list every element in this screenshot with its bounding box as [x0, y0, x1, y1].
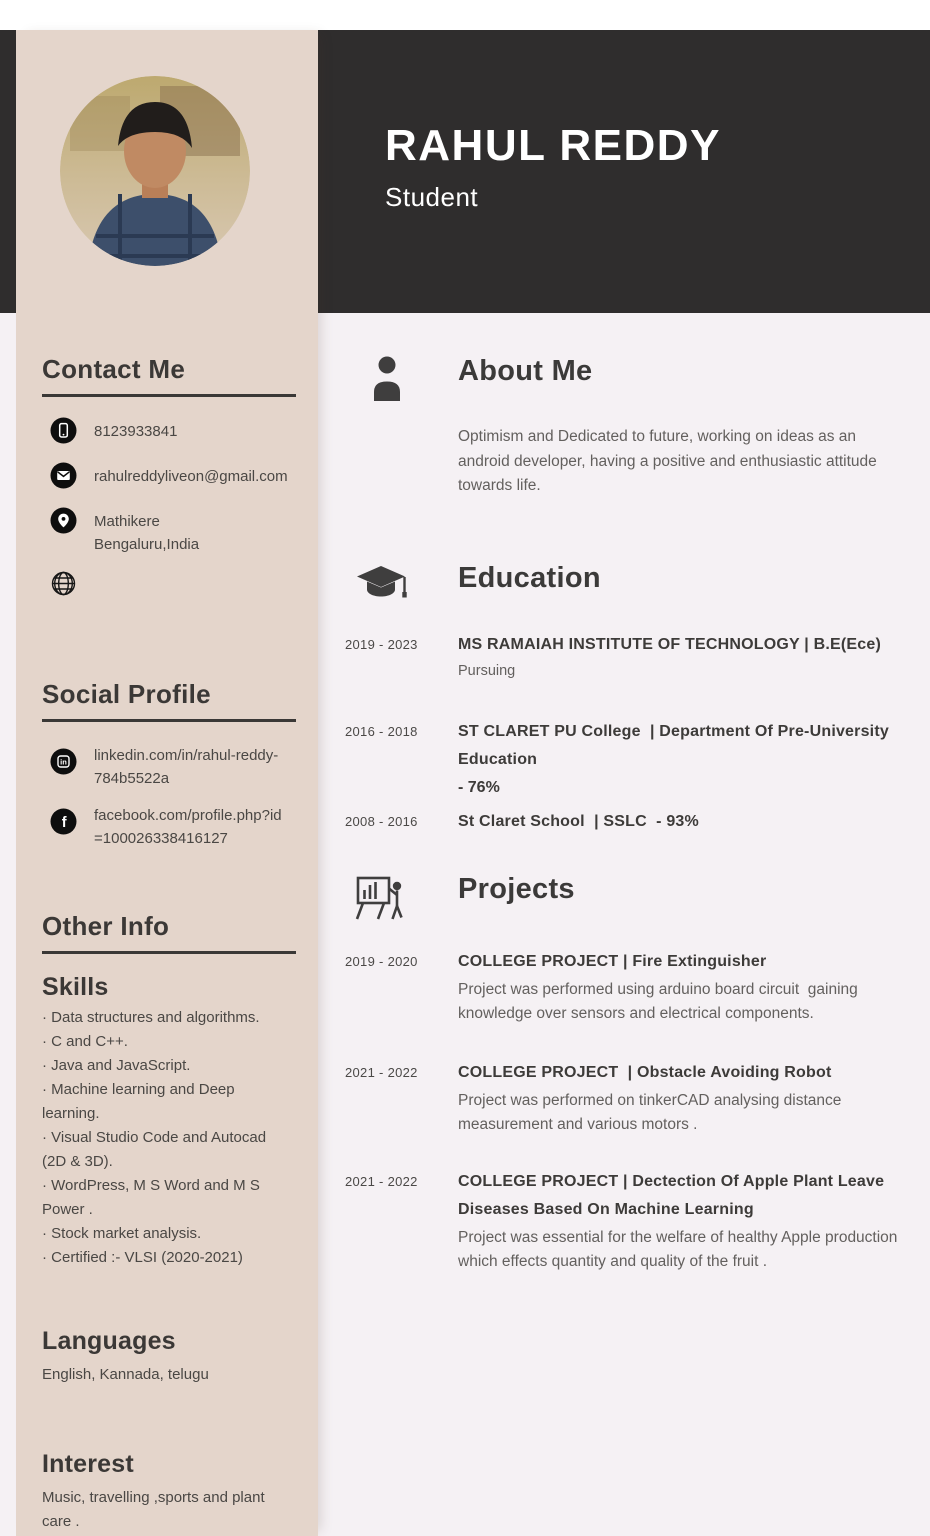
contact-item-location [42, 506, 296, 557]
projects-section [345, 873, 910, 1275]
entry-title: COLLEGE PROJECT | Obstacle Avoiding Robot [458, 1063, 832, 1081]
role-subtitle: Student [385, 182, 479, 213]
languages-text: English, Kannada, telugu [42, 1365, 209, 1383]
social-text [94, 740, 278, 791]
social-text [94, 800, 282, 851]
contact-item-email [42, 461, 296, 494]
education-entry [345, 718, 910, 802]
person-icon [367, 355, 458, 406]
graduation-cap-icon [355, 564, 458, 611]
phone-icon [50, 416, 94, 449]
languages-section [42, 1327, 296, 1387]
social-item-linkedin [42, 740, 296, 791]
skills-list [42, 1006, 294, 1270]
other-info-section [42, 911, 296, 1270]
skill-item: · C and C++. [42, 1032, 128, 1050]
social-section [42, 679, 296, 851]
entry-dates: 2019 - 2023 [345, 636, 418, 652]
skill-item: · Visual Studio Code and Autocad (2D & 3D). [42, 1128, 267, 1170]
social-list [42, 740, 296, 851]
location-icon [50, 506, 94, 539]
education-heading: Education [458, 561, 601, 594]
email-icon [50, 461, 94, 494]
avatar [60, 76, 250, 266]
other-info-heading: Other Info [42, 910, 170, 941]
project-entry [345, 1168, 910, 1275]
page-title: RAHUL REDDY [385, 121, 721, 170]
linkedin-icon [50, 740, 94, 780]
contact-section [42, 354, 296, 602]
project-entry [345, 948, 910, 1027]
profile-photo [60, 76, 250, 266]
globe-icon [50, 569, 94, 602]
entry-description: Project was essential for the welfare of healthy Apple production which effects quantity and quality of the fruit . [458, 1228, 902, 1270]
skill-item: · Stock market analysis. [42, 1224, 202, 1242]
entry-dates: 2016 - 2018 [345, 723, 418, 739]
contact-text: rahulreddyliveon@gmail.com [94, 468, 288, 485]
interest-text: Music, travelling ,sports and plant care . [42, 1488, 265, 1530]
education-entries [345, 631, 910, 836]
contact-text [94, 506, 199, 557]
svg-text:in: in [60, 757, 67, 767]
project-entries [345, 948, 910, 1275]
about-heading: About Me [458, 355, 593, 387]
header [385, 122, 721, 213]
social-heading: Social Profile [42, 678, 211, 709]
projects-heading: Projects [458, 872, 575, 905]
sidebar [16, 30, 318, 1536]
entry-description: Project was performed using arduino board circuit gaining knowledge over sensors and electrical components. [458, 980, 863, 1022]
entry-title: MS RAMAIAH INSTITUTE OF TECHNOLOGY | B.E(Ece) [458, 635, 881, 653]
education-section [345, 562, 910, 836]
contact-heading: Contact Me [42, 354, 186, 384]
entry-title: COLLEGE PROJECT | Fire Extinguisher [458, 952, 767, 970]
section-underline [42, 951, 296, 954]
social-line: facebook.com/profile.php?id [94, 807, 282, 824]
skill-item: · WordPress, M S Word and M S Power . [42, 1176, 260, 1218]
contact-line: Bengaluru,India [94, 536, 200, 554]
contact-item-phone [42, 416, 296, 449]
about-text: Optimism and Dedicated to future, working on ideas as an android developer, having a positive and enthusiastic attitude towards life. [458, 428, 882, 494]
skill-item: · Machine learning and Deep learning. [42, 1080, 235, 1122]
entry-dates: 2021 - 2022 [345, 1064, 418, 1080]
languages-heading: Languages [42, 1326, 176, 1355]
svg-text:f: f [61, 815, 67, 831]
entry-title: St Claret School | SSLC - 93% [458, 812, 699, 830]
social-line: =100026338416127 [94, 830, 228, 848]
entry-dates: 2021 - 2022 [345, 1173, 418, 1189]
entry-note: Pursuing [458, 662, 516, 679]
facebook-icon [50, 800, 94, 840]
social-line: 784b5522a [94, 769, 170, 787]
skill-item: · Data structures and algorithms. [42, 1008, 260, 1026]
about-section [345, 355, 910, 499]
section-underline [42, 394, 296, 397]
entry-title: ST CLARET PU College | Department Of Pre-University Education [458, 722, 894, 768]
entry-description: Project was performed on tinkerCAD analysing distance measurement and various motors . [458, 1091, 846, 1133]
section-underline [42, 719, 296, 722]
education-entry [345, 808, 910, 836]
entry-score: - 76% [458, 778, 500, 796]
social-line: linkedin.com/in/rahul-reddy- [94, 746, 279, 764]
contact-line: Mathikere [94, 513, 160, 530]
interest-section [42, 1450, 296, 1534]
entry-title: COLLEGE PROJECT | Dectection Of Apple Plant Leave Diseases Based On Machine Learning [458, 1172, 889, 1218]
entry-dates: 2008 - 2016 [345, 813, 418, 829]
presentation-icon [353, 873, 458, 926]
contact-list [42, 416, 296, 602]
contact-text: 8123933841 [94, 423, 178, 440]
skill-item: · Certified :- VLSI (2020-2021) [42, 1248, 243, 1266]
education-entry [345, 631, 910, 684]
interest-heading: Interest [42, 1449, 134, 1478]
skills-heading: Skills [42, 972, 109, 1001]
entry-dates: 2019 - 2020 [345, 953, 418, 969]
social-item-facebook [42, 800, 296, 851]
skill-item: · Java and JavaScript. [42, 1056, 191, 1074]
contact-item-website [42, 569, 296, 602]
main-column [345, 313, 910, 1275]
project-entry [345, 1059, 910, 1138]
